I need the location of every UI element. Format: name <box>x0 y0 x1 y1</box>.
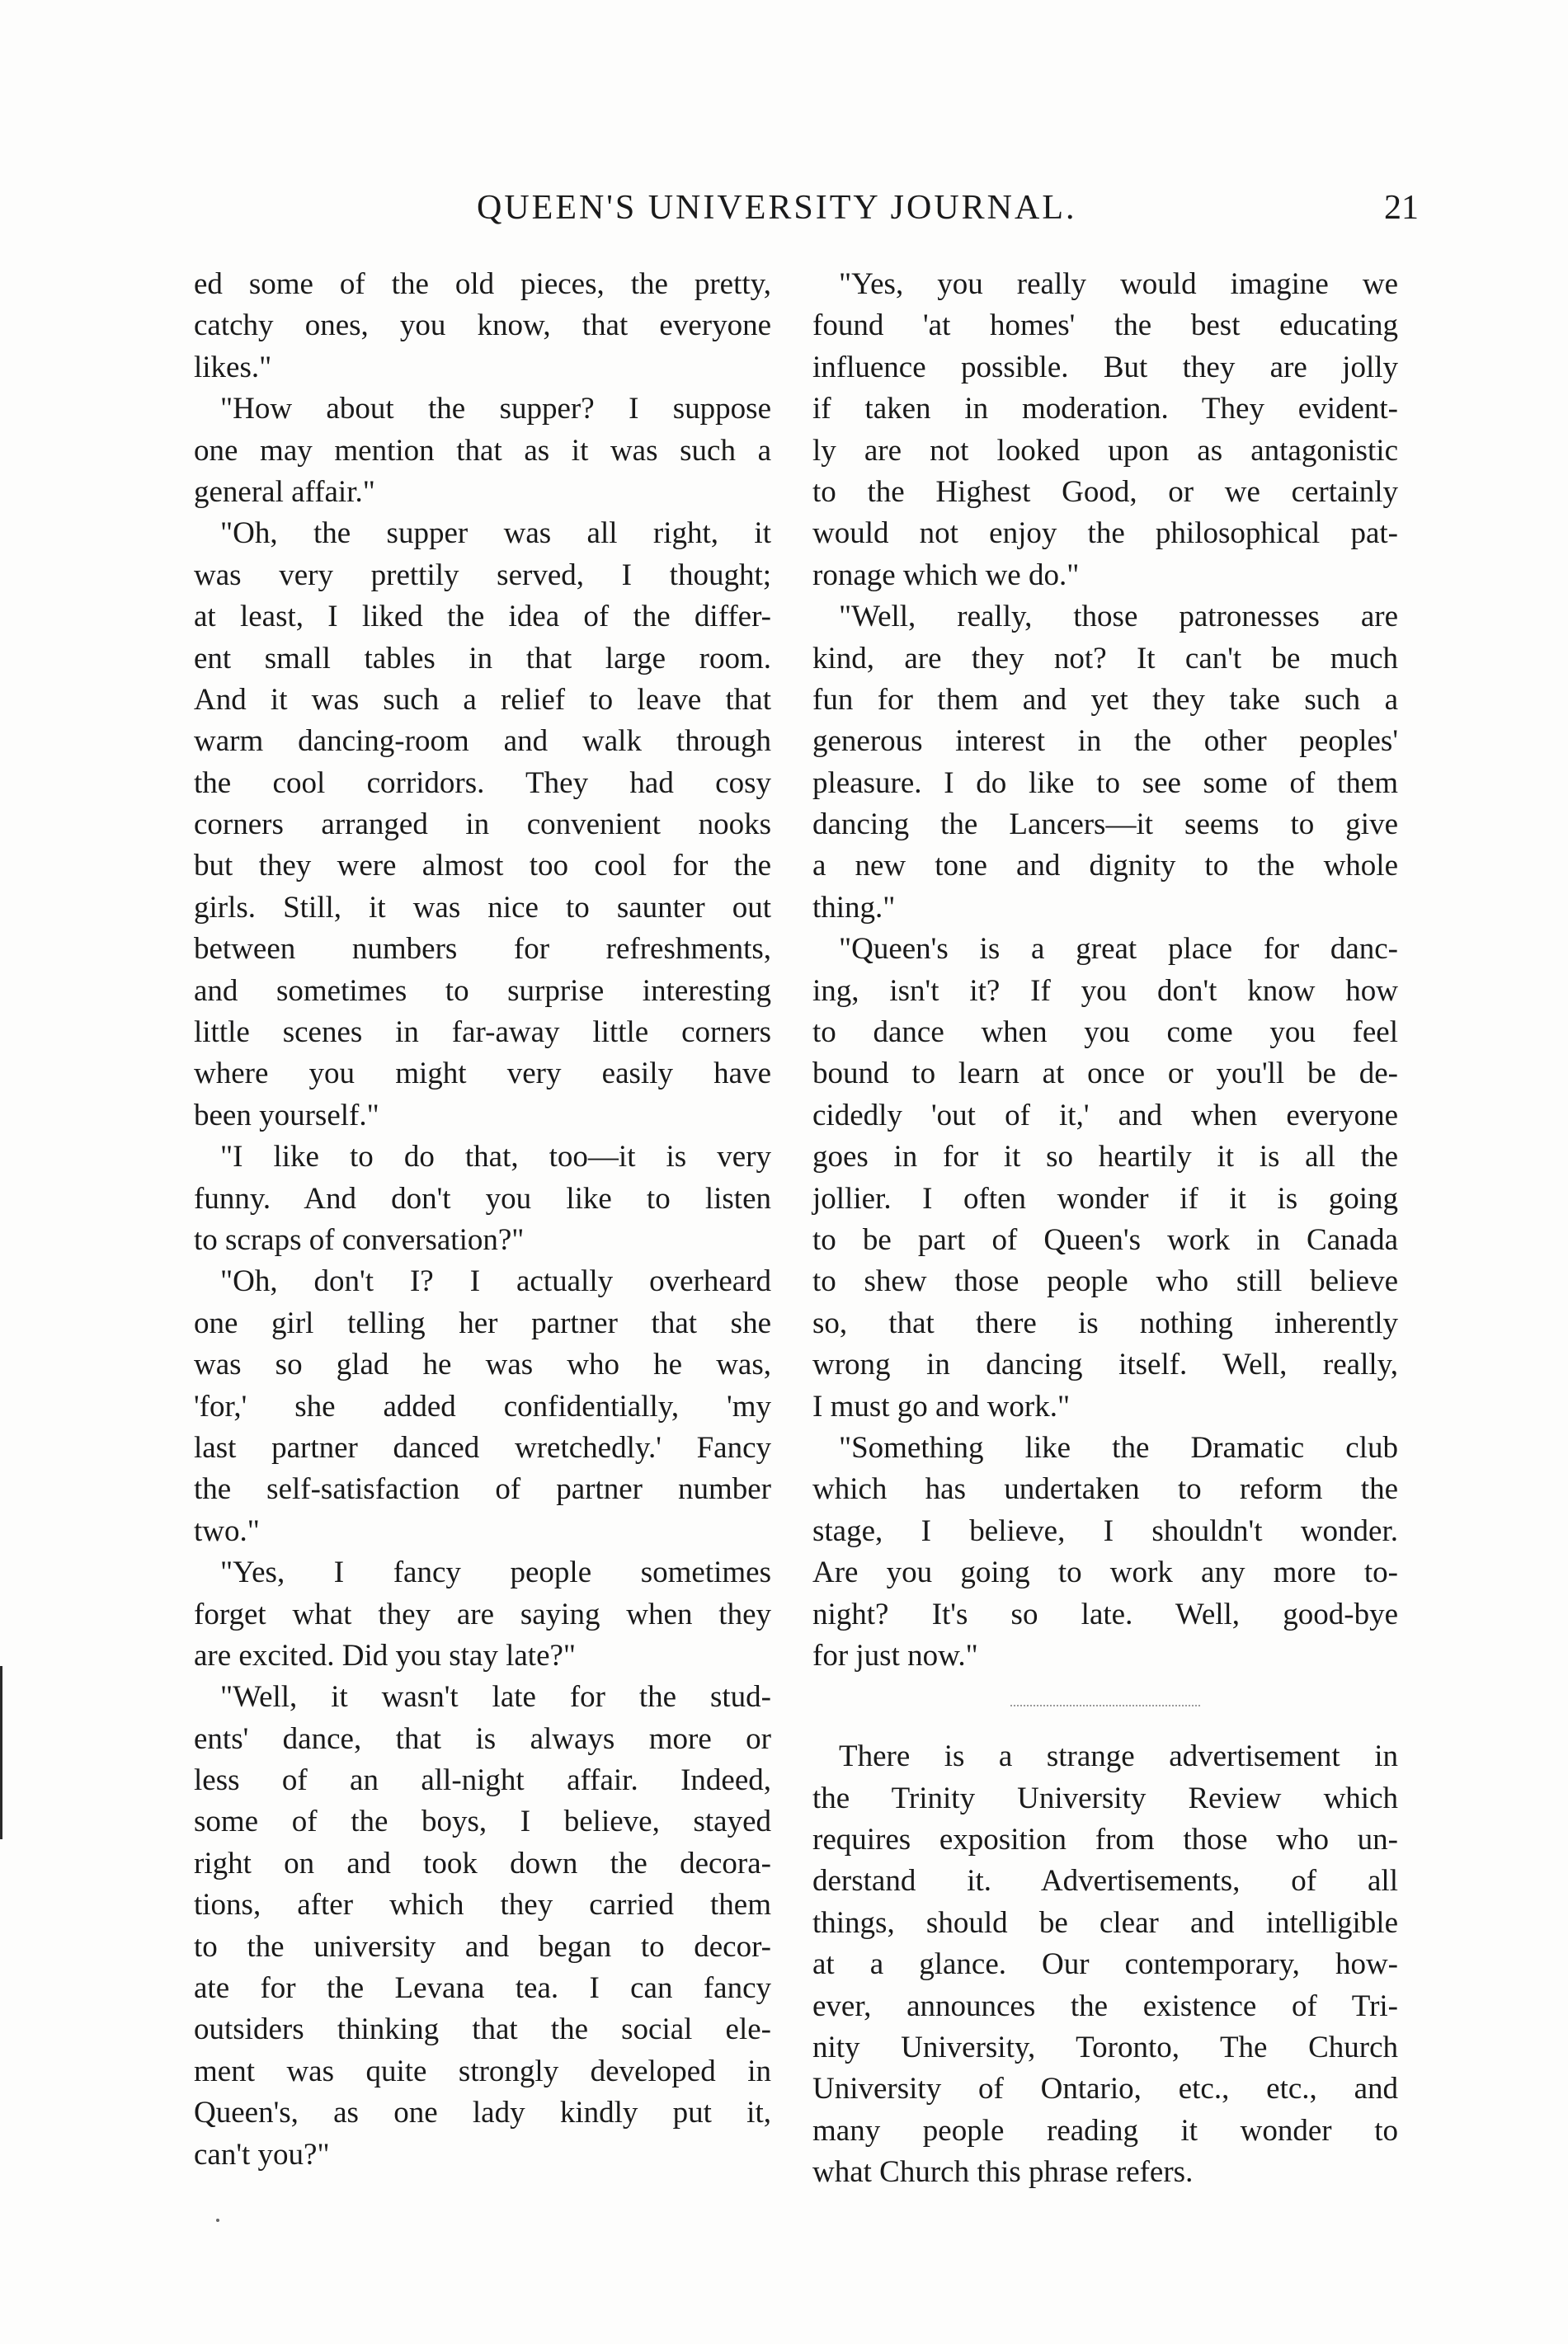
text-line: less of an all-night affair. Indeed, <box>194 1763 771 1798</box>
text-line: what Church this phrase refers. <box>812 2155 1194 2190</box>
text-line: corners arranged in convenient nooks <box>194 807 771 842</box>
text-line: at a glance. Our contemporary, how- <box>812 1947 1398 1982</box>
text-line: goes in for it so heartily it is all the <box>812 1140 1398 1174</box>
text-line: so, that there is nothing inherently <box>812 1306 1398 1340</box>
text-line: to scraps of conversation?" <box>194 1222 525 1257</box>
text-line: a new tone and dignity to the whole <box>812 849 1398 883</box>
text-line: to shew those people who still believe <box>812 1264 1398 1299</box>
text-line: requires exposition from those who un- <box>812 1823 1398 1857</box>
text-line: forget what they are saying when they <box>194 1597 771 1631</box>
text-line: general affair." <box>194 474 375 509</box>
text-line: for just now." <box>812 1638 978 1673</box>
text-line: funny. And don't you like to listen <box>194 1181 771 1216</box>
text-line: Are you going to work any more to- <box>812 1556 1398 1590</box>
running-head <box>462 188 1419 238</box>
text-line: cidedly 'out of it,' and when everyone <box>812 1098 1398 1132</box>
text-line: many people reading it wonder to <box>812 2113 1398 2148</box>
text-line: outsiders thinking that the social ele- <box>194 2012 771 2047</box>
text-line: "Oh, don't I? I actually overheard <box>220 1264 771 1299</box>
text-line: ents' dance, that is always more or <box>194 1721 771 1756</box>
text-line: Queen's, as one lady kindly put it, <box>194 2096 771 2130</box>
text-line: tions, after which they carried them <box>194 1888 771 1923</box>
text-line: to the university and began to decor- <box>194 1929 771 1964</box>
text-line: warm dancing-room and walk through <box>194 724 771 759</box>
text-line: likes." <box>194 350 272 384</box>
text-line: things, should be clear and intelligible <box>812 1905 1398 1940</box>
text-line: some of the boys, I believe, stayed <box>194 1805 771 1839</box>
text-line: girls. Still, it was nice to saunter out <box>194 890 771 925</box>
text-line: two." <box>194 1513 260 1548</box>
text-line: last partner danced wretchedly.' Fancy <box>194 1430 771 1465</box>
text-line: if taken in moderation. They evident- <box>812 392 1398 426</box>
scan-speck <box>216 2219 219 2222</box>
text-line: nity University, Toronto, The Church <box>812 2031 1398 2065</box>
text-line: kind, are they not? It can't be much <box>812 641 1398 675</box>
text-line: can't you?" <box>194 2137 330 2172</box>
text-line: between numbers for refreshments, <box>194 932 771 967</box>
left-column <box>194 264 771 2176</box>
text-line: ment was quite strongly developed in <box>194 2054 771 2088</box>
text-line: the cool corridors. They had cosy <box>194 765 771 800</box>
text-line: derstand it. Advertisements, of all <box>812 1864 1398 1899</box>
text-line: little scenes in far-away little corners <box>194 1015 771 1050</box>
text-line: to the Highest Good, or we certainly <box>812 474 1398 509</box>
text-line: "Yes, you really would imagine we <box>839 267 1398 301</box>
text-line: ing, isn't it? If you don't know how <box>812 973 1398 1008</box>
text-line: ronage which we do." <box>812 558 1080 592</box>
section-divider <box>1010 1705 1200 1706</box>
text-line: influence possible. But they are jolly <box>812 350 1398 384</box>
text-line: right on and took down the decora- <box>194 1846 771 1880</box>
text-line: "Yes, I fancy people sometimes <box>220 1556 771 1590</box>
text-line: stage, I believe, I shouldn't wonder. <box>812 1513 1398 1548</box>
text-line: but they were almost too cool for the <box>194 849 771 883</box>
text-line: the Trinity University Review which <box>812 1781 1398 1815</box>
text-line: ever, announces the existence of Tri- <box>812 1989 1398 2023</box>
text-line: night? It's so late. Well, good-bye <box>812 1597 1398 1631</box>
text-line: And it was such a relief to leave that <box>194 682 771 717</box>
text-line: found 'at homes' the best educating <box>812 308 1398 343</box>
page-number: 21 <box>1384 189 1419 227</box>
journal-title: QUEEN'S UNIVERSITY JOURNAL. <box>477 189 1077 227</box>
text-line: "Well, it wasn't late for the stud- <box>220 1680 771 1715</box>
text-line: was very prettily served, I thought; <box>194 558 771 592</box>
section-spacer <box>812 1677 1398 1702</box>
right-column <box>812 264 1398 2194</box>
text-line: I must go and work." <box>812 1389 1071 1424</box>
text-line: "Oh, the supper was all right, it <box>220 516 771 551</box>
text-line: the self-satisfaction of partner number <box>194 1472 771 1507</box>
text-line: "Queen's is a great place for danc- <box>839 932 1398 967</box>
text-line: dancing the Lancers—it seems to give <box>812 807 1398 842</box>
text-line: "Something like the Dramatic club <box>839 1430 1398 1465</box>
text-line: "Well, really, those patronesses are <box>839 600 1398 634</box>
text-line: would not enjoy the philosophical pat- <box>812 516 1398 551</box>
text-line: pleasure. I do like to see some of them <box>812 765 1398 800</box>
text-line: "I like to do that, too—it is very <box>220 1140 771 1174</box>
text-line: generous interest in the other peoples' <box>812 724 1398 759</box>
text-line: thing." <box>812 890 896 925</box>
text-line: ly are not looked upon as antagonistic <box>812 433 1398 468</box>
text-line: been yourself." <box>194 1098 379 1132</box>
text-line: ate for the Levana tea. I can fancy <box>194 1971 771 2006</box>
text-line: 'for,' she added confidentially, 'my <box>194 1389 771 1424</box>
text-line: "How about the supper? I suppose <box>220 392 771 426</box>
text-line: There is a strange advertisement in <box>839 1739 1398 1774</box>
text-line: bound to learn at once or you'll be de- <box>812 1057 1398 1091</box>
text-line: to be part of Queen's work in Canada <box>812 1222 1398 1257</box>
text-line: where you might very easily have <box>194 1057 771 1091</box>
text-line: to dance when you come you feel <box>812 1015 1398 1050</box>
text-line: was so glad he was who he was, <box>194 1348 771 1382</box>
scan-margin-mark <box>0 1666 2 1839</box>
text-line: one girl telling her partner that she <box>194 1306 771 1340</box>
text-line: and sometimes to surprise interesting <box>194 973 771 1008</box>
text-line: fun for them and yet they take such a <box>812 682 1398 717</box>
text-line: University of Ontario, etc., etc., and <box>812 2072 1398 2106</box>
text-line: at least, I liked the idea of the differ- <box>194 600 771 634</box>
text-line: are excited. Did you stay late?" <box>194 1638 577 1673</box>
text-line: which has undertaken to reform the <box>812 1472 1398 1507</box>
text-line: jollier. I often wonder if it is going <box>812 1181 1398 1216</box>
text-line: ent small tables in that large room. <box>194 641 771 675</box>
text-line: catchy ones, you know, that everyone <box>194 308 771 343</box>
text-line: ed some of the old pieces, the pretty, <box>194 267 771 301</box>
text-line: wrong in dancing itself. Well, really, <box>812 1348 1398 1382</box>
text-line: one may mention that as it was such a <box>194 433 771 468</box>
